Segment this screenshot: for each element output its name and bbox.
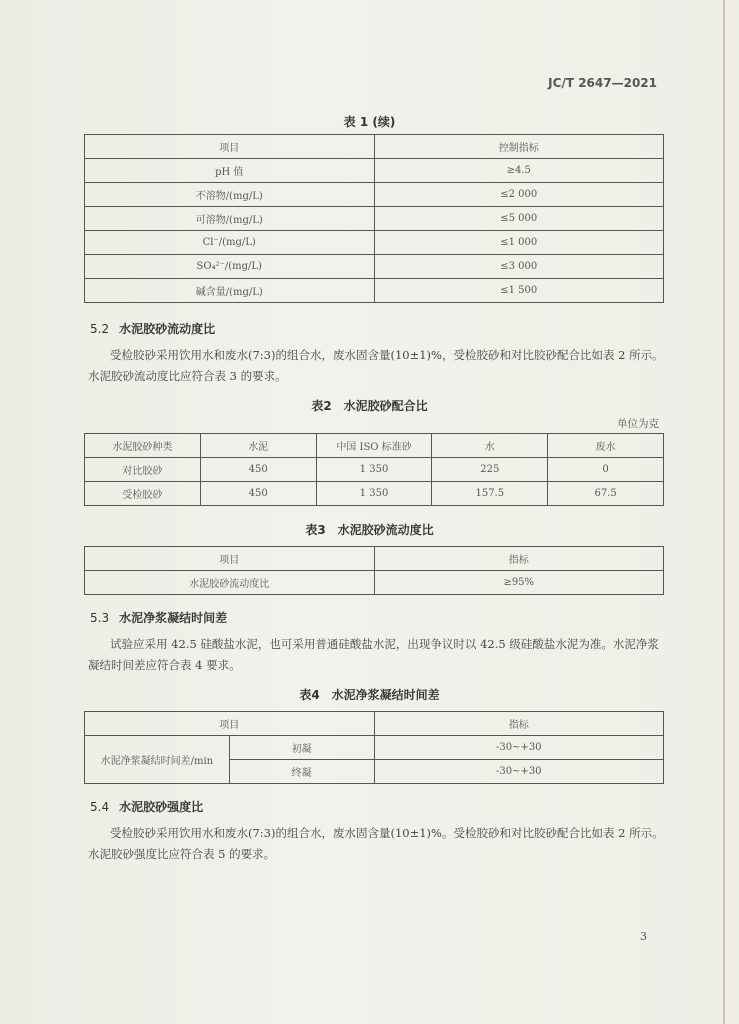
table-header-cell: 水泥胶砂种类 bbox=[85, 434, 201, 458]
table-row bbox=[85, 183, 664, 207]
table-cell: 1 350 bbox=[316, 458, 432, 482]
table-row bbox=[85, 207, 664, 231]
table-row bbox=[85, 736, 664, 760]
table4-caption: 表4 水泥净浆凝结时间差 bbox=[299, 688, 440, 702]
table-cell: 水泥胶砂流动度比 bbox=[85, 571, 375, 595]
section-number: 5.2 bbox=[90, 322, 110, 336]
section-number: 5.4 bbox=[90, 800, 110, 814]
table2-caption: 表2 水泥胶砂配合比 bbox=[311, 399, 428, 413]
table-cell: 碱含量/(mg/L) bbox=[85, 279, 375, 303]
table-cell: 对比胶砂 bbox=[85, 458, 201, 482]
table-cell: 1 350 bbox=[316, 482, 432, 506]
table-cell: 初凝 bbox=[229, 736, 374, 760]
table-header-cell: 项目 bbox=[85, 712, 375, 736]
table-cell: 450 bbox=[200, 482, 316, 506]
section-paragraph: 受检胶砂采用饮用水和废水(7:3)的组合水，废水固含量(10±1)%，受检胶砂和对比胶砂配合比如表 2 所示。水泥胶砂流动度比应符合表 3 的要求。 bbox=[88, 348, 664, 383]
table4 bbox=[84, 711, 664, 784]
table-header-row bbox=[85, 712, 664, 736]
table-header-row bbox=[85, 434, 664, 458]
table-row bbox=[85, 159, 664, 183]
table-header-cell: 废水 bbox=[548, 434, 664, 458]
table-cell: 67.5 bbox=[548, 482, 664, 506]
table-cell: ≤3 000 bbox=[374, 255, 664, 279]
table-cell: 157.5 bbox=[432, 482, 548, 506]
table-row bbox=[85, 255, 664, 279]
table-cell: 450 bbox=[200, 458, 316, 482]
table-cell: ≤2 000 bbox=[374, 183, 664, 207]
table-cell: 可溶物/(mg/L) bbox=[85, 207, 375, 231]
section-title: 水泥胶砂强度比 bbox=[119, 800, 204, 814]
table-cell: ≤1 500 bbox=[374, 279, 664, 303]
table-cell: ≥4.5 bbox=[374, 159, 664, 183]
table-cell: 225 bbox=[432, 458, 548, 482]
table2-unit: 单位为克 bbox=[617, 418, 659, 430]
table-cell: 终凝 bbox=[229, 760, 374, 784]
table-header-row bbox=[85, 547, 664, 571]
table-cell: 受检胶砂 bbox=[85, 482, 201, 506]
table-cell: 0 bbox=[548, 458, 664, 482]
section-paragraph: 试验应采用 42.5 硅酸盐水泥，也可采用普通硅酸盐水泥，出现争议时以 42.5 级硅酸盐水泥为准。水泥净浆凝结时间差应符合表 4 要求。 bbox=[88, 637, 659, 672]
table-row bbox=[85, 458, 664, 482]
page-number: 3 bbox=[640, 930, 647, 943]
table-row bbox=[85, 482, 664, 506]
table3 bbox=[84, 546, 664, 595]
table-cell: SO₄²⁻/(mg/L) bbox=[85, 255, 375, 279]
section-heading-5-4 bbox=[90, 798, 203, 815]
table-header-cell: 水 bbox=[432, 434, 548, 458]
table-header-cell: 指标 bbox=[374, 712, 664, 736]
table1-caption: 表 1 (续) bbox=[343, 115, 396, 129]
table-header-cell: 水泥 bbox=[200, 434, 316, 458]
section-title: 水泥净浆凝结时间差 bbox=[119, 611, 228, 625]
section-title: 水泥胶砂流动度比 bbox=[119, 322, 216, 336]
table-cell: ≥95% bbox=[374, 571, 664, 595]
table2 bbox=[84, 433, 664, 506]
section-heading-5-3 bbox=[90, 609, 227, 626]
page-edge bbox=[723, 0, 725, 1024]
table-cell: ≤5 000 bbox=[374, 207, 664, 231]
table1 bbox=[84, 134, 664, 303]
section-number: 5.3 bbox=[90, 611, 110, 625]
table-cell: -30~+30 bbox=[374, 736, 664, 760]
table-header-row bbox=[85, 135, 664, 159]
table-cell: 不溶物/(mg/L) bbox=[85, 183, 375, 207]
table-header-cell: 项目 bbox=[85, 135, 375, 159]
table-cell: 水泥净浆凝结时间差/min bbox=[85, 736, 230, 784]
table-header-cell: 指标 bbox=[374, 547, 664, 571]
table-row bbox=[85, 571, 664, 595]
table-cell: ≤1 000 bbox=[374, 231, 664, 255]
table3-caption: 表3 水泥胶砂流动度比 bbox=[305, 523, 434, 537]
table-row bbox=[85, 231, 664, 255]
table-row bbox=[85, 279, 664, 303]
table-cell: -30~+30 bbox=[374, 760, 664, 784]
section-heading-5-2 bbox=[90, 320, 215, 337]
table-cell: Cl⁻/(mg/L) bbox=[85, 231, 375, 255]
standard-number: JC/T 2647—2021 bbox=[548, 76, 657, 90]
table-header-cell: 中国 ISO 标准砂 bbox=[316, 434, 432, 458]
table-header-cell: 控制指标 bbox=[374, 135, 664, 159]
section-paragraph: 受检胶砂采用饮用水和废水(7:3)的组合水，废水固含量(10±1)%。受检胶砂和对比胶砂配合比如表 2 所示。水泥胶砂强度比应符合表 5 的要求。 bbox=[88, 826, 664, 861]
table-cell: pH 值 bbox=[85, 159, 375, 183]
table-header-cell: 项目 bbox=[85, 547, 375, 571]
